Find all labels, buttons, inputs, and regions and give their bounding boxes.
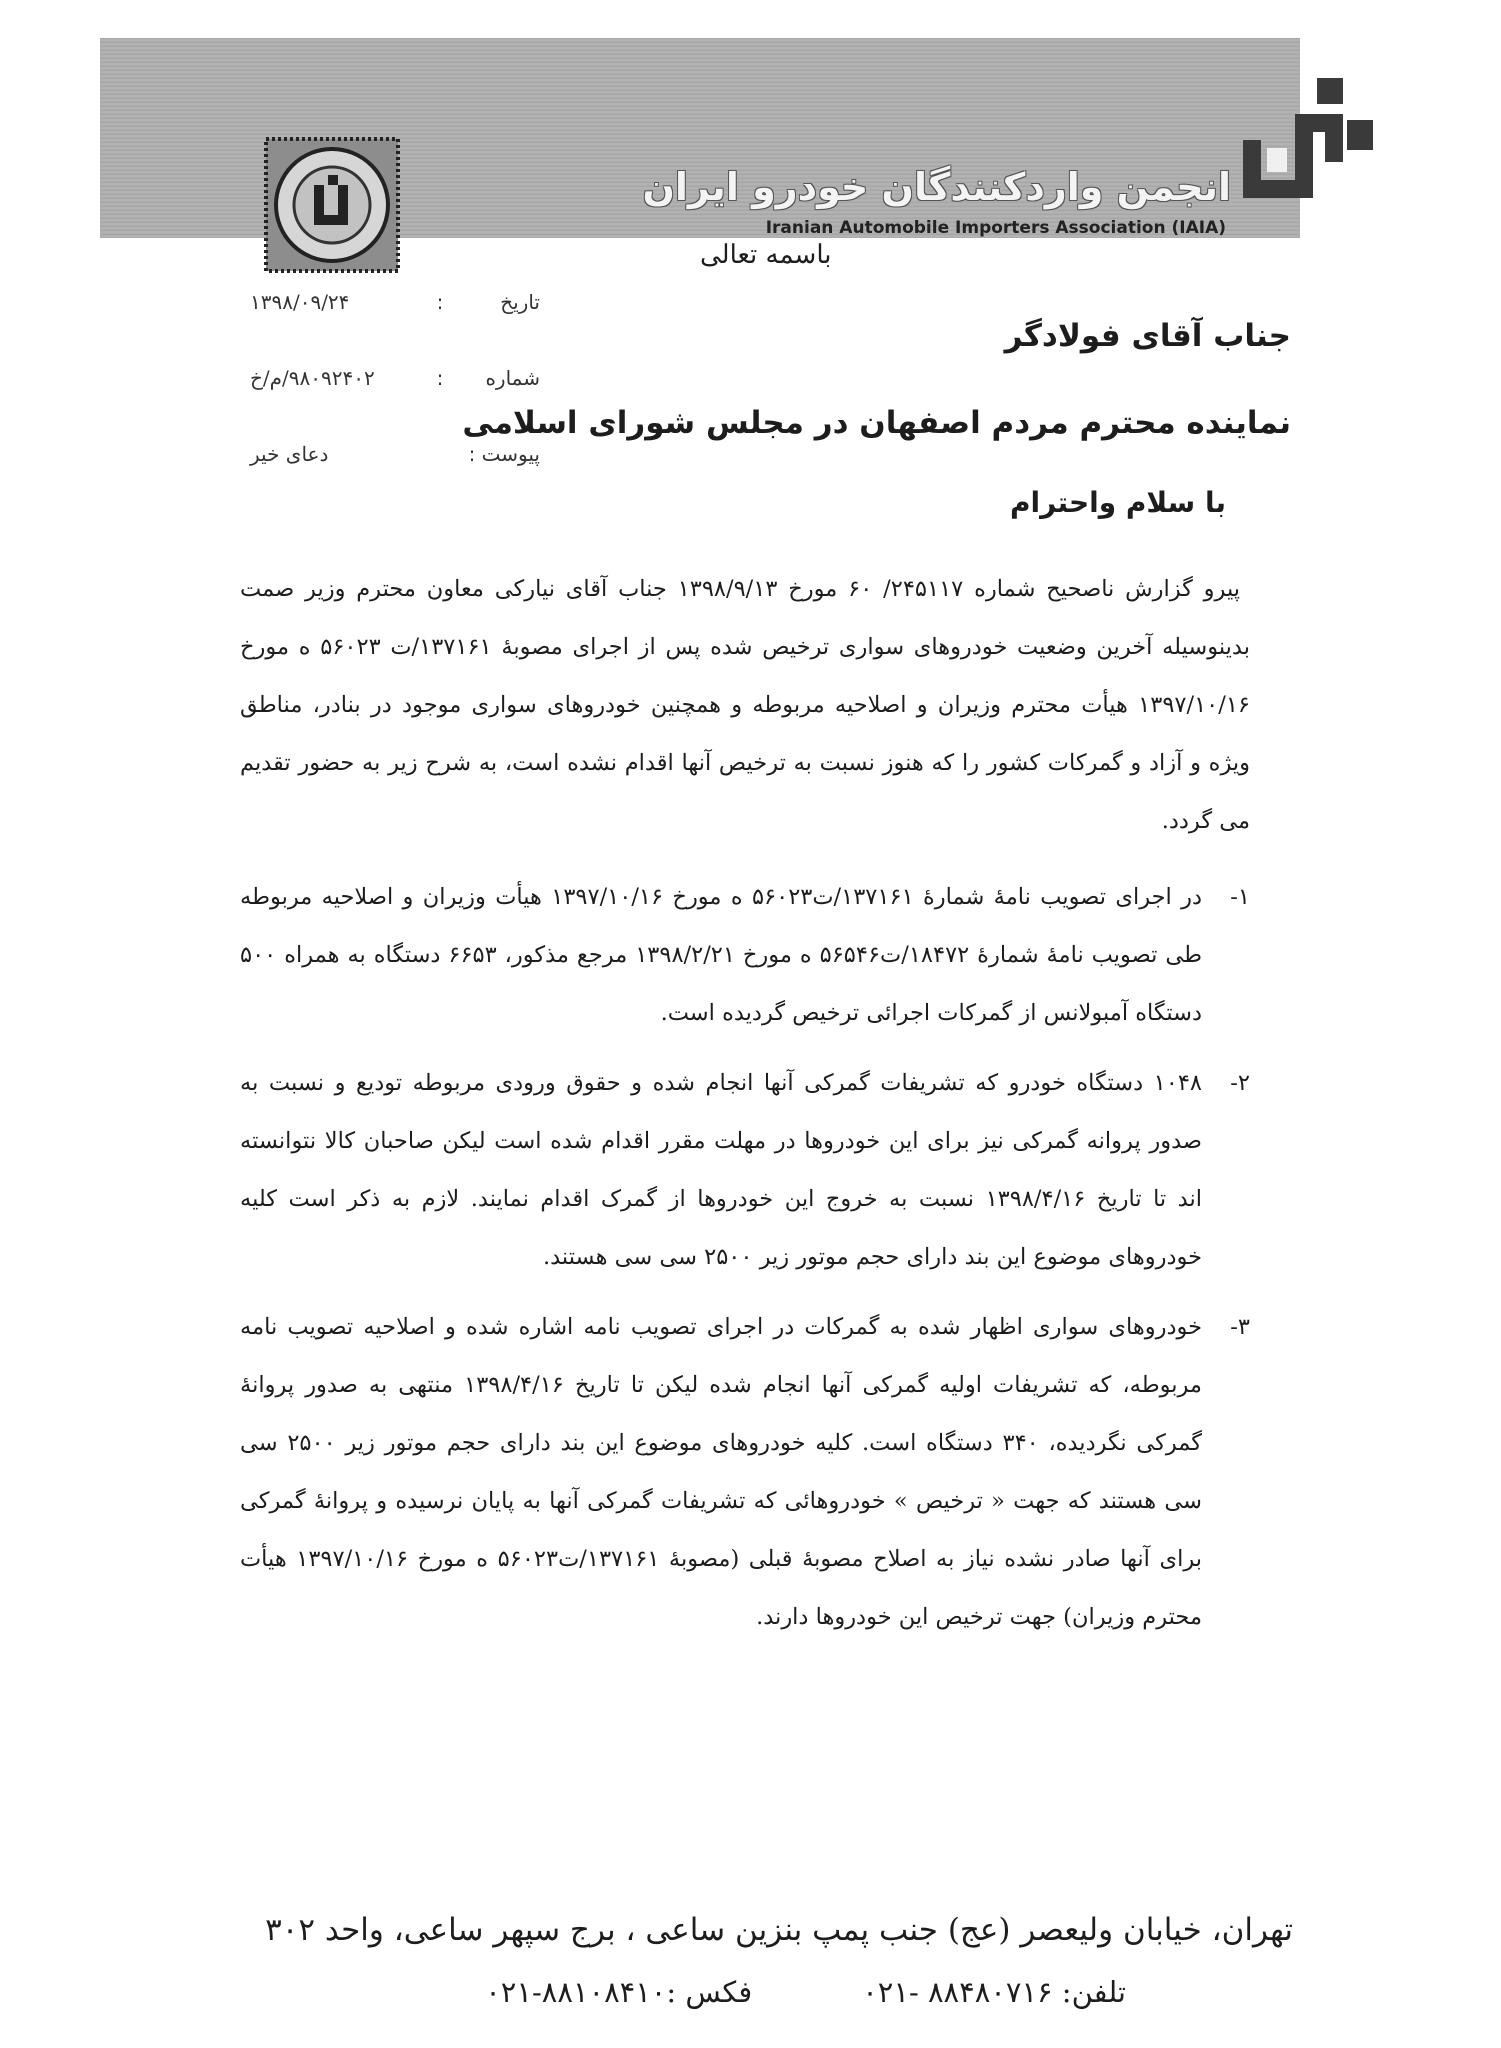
- recipient-name: جناب آقای فولادگر: [1004, 318, 1291, 354]
- association-logo-icon: [1235, 70, 1385, 205]
- greeting: با سلام واحترام: [1010, 486, 1226, 519]
- number-value: ۹۸۰۹۲۴۰۲/م/خ: [250, 366, 375, 390]
- bismillah-heading: باسمه تعالی: [700, 240, 832, 270]
- body-intro: پیرو گزارش ناصحیح شماره ۲۴۵۱۱۷/ ۶۰ مورخ ۱۳۹۸/۹/۱۳ جناب آقای نیارکی معاون محترم وزیر صمت بدینوسیله آخرین وضعیت خودروهای سواری ترخیص شده پس از اجرای مصوبهٔ ۱۳۷۱۶۱/ت ۵۶۰۲۳ ه مورخ ۱۳۹۷/۱۰/۱۶ هیأت محترم وزیران و اصلاحیه مربوطه و همچنین خودروهای سواری موجود در بنادر، مناطق ویژه و آزاد و گمرکات کشور را که هنوز نسبت به ترخیص آنها اقدام نشده است، به شرح زیر به حضور تقدیم می گردد.: [240, 576, 1250, 834]
- footer-fax: فکس :۸۸۱۰۸۴۱۰-۰۲۱: [485, 1975, 753, 2009]
- list-item-number: ۱-: [1230, 884, 1250, 910]
- list-item-text: خودروهای سواری اظهار شده به گمرکات در اجرای تصویب نامه اشاره شده و اصلاحیه تصویب نامه مربوطه، که تشریفات اولیه گمرکی آنها انجام شده لیکن تا تاریخ ۱۳۹۸/۴/۱۶ منتهی به صدور پروانهٔ گمرکی نگردیده، ۳۴۰ دستگاه است. کلیه خودروهای موضوع این بند دارای حجم موتور زیر ۲۵۰۰ سی سی هستند که جهت « ترخیص » خودروهائی که تشریفات گمرکی آنها به پایان نرسیده و پروانهٔ گمرکی برای آنها صادر نشده نیاز به اصلاح مصوبهٔ قبلی (مصوبهٔ ۱۳۷۱۶۱/ت۵۶۰۲۳ ه مورخ ۱۳۹۷/۱۰/۱۶ هیأت محترم وزیران) جهت ترخیص این خودروها دارند.: [240, 1314, 1202, 1630]
- letter-meta: [250, 290, 540, 518]
- footer-contact: [485, 1975, 1126, 2009]
- list-item: [240, 868, 1250, 1042]
- recipient-title: نماینده محترم مردم اصفهان در مجلس شورای اسلامی: [462, 405, 1291, 441]
- date-label: تاریخ: [500, 290, 540, 314]
- date-value: ۱۳۹۸/۰۹/۲۴: [250, 290, 350, 314]
- meta-attachment-row: [250, 442, 540, 518]
- list-item: [240, 1298, 1250, 1646]
- number-label: شماره: [485, 366, 540, 390]
- attachment-label: پیوست :: [468, 442, 540, 466]
- list-item: [240, 1054, 1250, 1286]
- list-item-number: ۳-: [1230, 1314, 1250, 1340]
- footer-phone: تلفن: ۸۸۴۸۰۷۱۶ -۰۲۱: [862, 1975, 1126, 2009]
- attachment-value: دعای خیر: [250, 442, 329, 466]
- org-name-en: Iranian Automobile Importers Association (IAIA): [765, 218, 1226, 238]
- number-separator: :: [436, 366, 444, 390]
- footer-address: تهران، خیابان ولیعصر (عج) جنب پمپ بنزین ساعی ، برج سپهر ساعی، واحد ۳۰۲: [265, 1912, 1293, 1948]
- letter-body: [240, 560, 1250, 1658]
- list-item-number: ۲-: [1230, 1070, 1250, 1096]
- list-item-text: ۱۰۴۸ دستگاه خودرو که تشریفات گمرکی آنها انجام شده و حقوق ورودی مربوطه تودیع و نسبت به صدور پروانه گمرکی نیز برای این خودروها در مهلت مقرر اقدام شده است لیکن صاحبان کالا نتوانسته اند تا تاریخ ۱۳۹۸/۴/۱۶ نسبت به خروج این خودروها از گمرک اقدام نمایند. لازم به ذکر است کلیه خودروهای موضوع این بند دارای حجم موتور زیر ۲۵۰۰ سی سی هستند.: [240, 1070, 1202, 1270]
- org-name-fa: انجمن واردکنندگان خودرو ایران: [642, 165, 1231, 209]
- stamp-seal-icon: [262, 135, 402, 275]
- date-separator: :: [436, 290, 444, 314]
- meta-date-row: [250, 290, 540, 366]
- list-item-text: در اجرای تصویب نامهٔ شمارهٔ ۱۳۷۱۶۱/ت۵۶۰۲۳ ه مورخ ۱۳۹۷/۱۰/۱۶ هیأت وزیران و اصلاحیه مربوطه طی تصویب نامهٔ شمارهٔ ۱۸۴۷۲/ت۵۶۵۴۶ ه مورخ ۱۳۹۸/۲/۲۱ مرجع مذکور، ۶۶۵۳ دستگاه به همراه ۵۰۰ دستگاه آمبولانس از گمرکات اجرائی ترخیص گردیده است.: [240, 884, 1202, 1026]
